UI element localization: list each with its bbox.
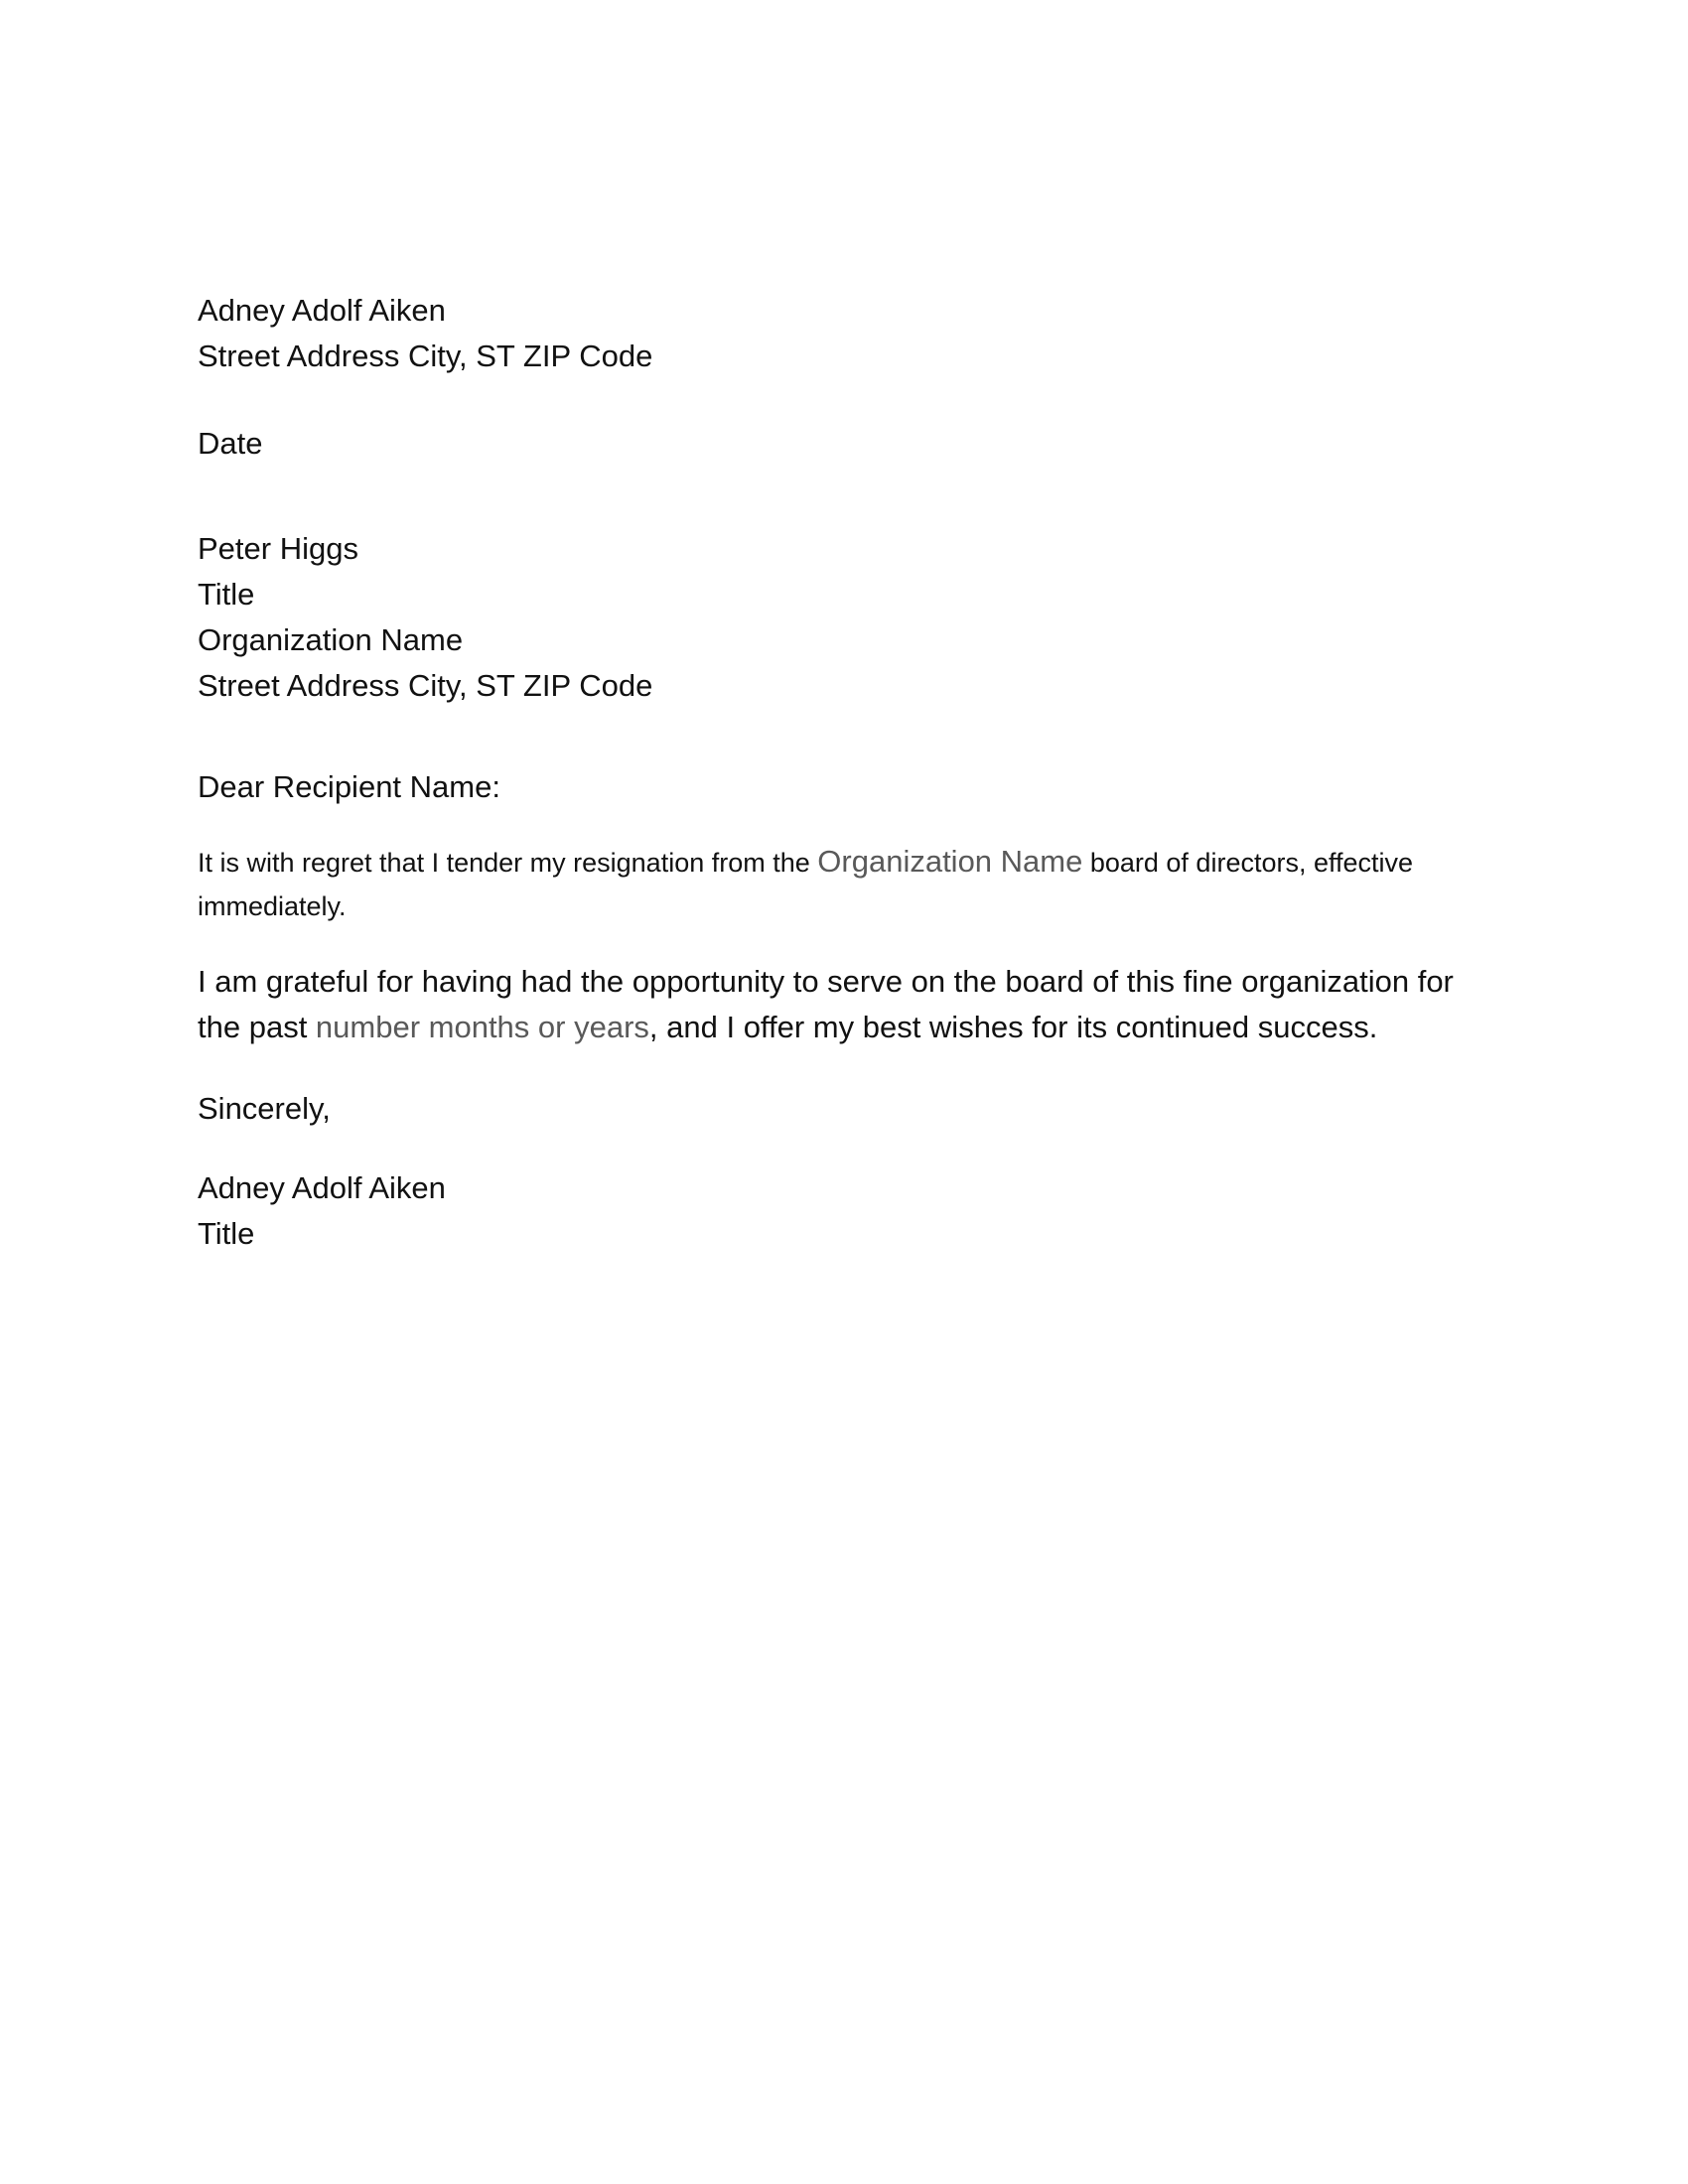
p2-text-before: I am grateful for having had the opportunity to serve on the board of this fine organization for the past — [198, 964, 1454, 1044]
p1-text-before: It is with regret that I tender my resignation from the — [198, 848, 818, 878]
body-paragraph-1 — [198, 840, 1488, 928]
body-paragraph-2 — [198, 959, 1498, 1050]
recipient-name: Peter Higgs — [198, 531, 358, 566]
letter-date: Date — [198, 426, 263, 461]
recipient-organization: Organization Name — [198, 622, 464, 657]
sender-name: Adney Adolf Aiken — [198, 293, 446, 328]
recipient-title: Title — [198, 577, 255, 612]
p2-placeholder-duration: number months or years — [315, 1010, 649, 1044]
p1-placeholder-organization: Organization Name — [817, 844, 1083, 879]
closing: Sincerely, — [198, 1091, 331, 1126]
signature-name: Adney Adolf Aiken — [198, 1170, 446, 1205]
p1-text-after: board of directors, effective immediately. — [198, 848, 1414, 921]
recipient-address: Street Address City, ST ZIP Code — [198, 668, 653, 703]
sender-address: Street Address City, ST ZIP Code — [198, 339, 653, 373]
p2-text-after: , and I offer my best wishes for its continued success. — [648, 1010, 1378, 1044]
signature-title: Title — [198, 1216, 255, 1251]
salutation: Dear Recipient Name: — [198, 769, 500, 804]
